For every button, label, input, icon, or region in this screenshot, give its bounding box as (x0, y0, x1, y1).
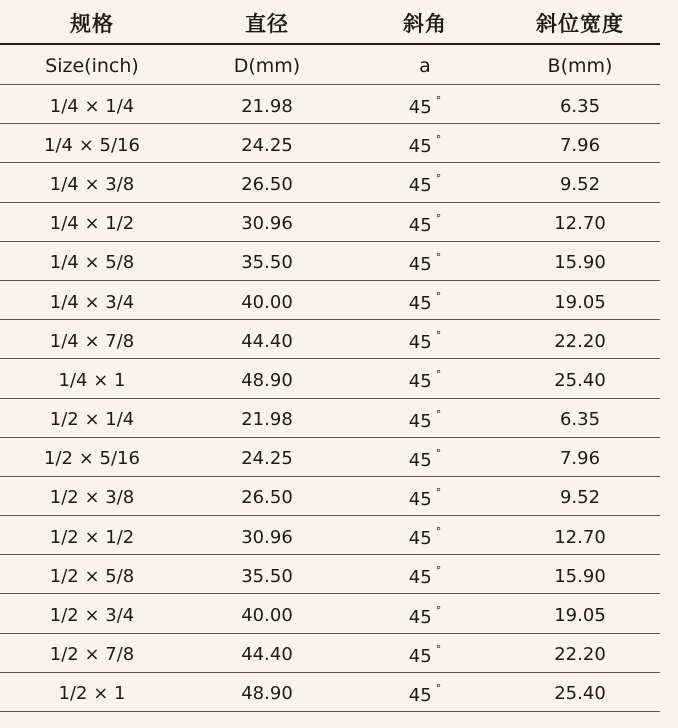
unit-size: Size(inch) (45, 54, 139, 77)
degree-symbol: ° (435, 211, 442, 225)
table-row (0, 242, 660, 281)
cell-angle (350, 212, 500, 236)
cell-bevel-width: 19.05 (554, 605, 606, 627)
cell-angle (350, 133, 500, 157)
cell-size: 1/4 × 3/4 (49, 291, 135, 313)
cell-diameter: 24.25 (241, 134, 293, 156)
cell-bevel-width: 12.70 (554, 526, 606, 548)
cell-diameter: 30.96 (241, 213, 293, 235)
cell-diameter: 21.98 (241, 95, 293, 117)
cell-diameter: 44.40 (241, 330, 293, 352)
degree-symbol: ° (435, 250, 442, 264)
unit-bevel-width: B(mm) (547, 54, 613, 77)
degree-symbol: ° (435, 133, 442, 147)
angle-value: 45 (408, 488, 432, 510)
header-angle: 斜角 (403, 11, 447, 36)
cell-diameter: 40.00 (241, 291, 293, 313)
cell-size: 1/2 × 1/2 (49, 526, 135, 548)
cell-diameter: 21.98 (241, 409, 293, 431)
table-row (0, 124, 660, 163)
header-size: 规格 (70, 11, 114, 36)
cell-diameter: 44.40 (241, 644, 293, 666)
table-row (0, 673, 660, 712)
table-row (0, 477, 660, 516)
angle-value: 45 (408, 645, 432, 667)
cell-angle (350, 525, 500, 549)
angle-value: 45 (408, 410, 432, 432)
cell-angle (350, 368, 500, 392)
cell-bevel-width: 19.05 (554, 291, 606, 313)
angle-value: 45 (408, 136, 432, 158)
degree-symbol: ° (435, 172, 442, 186)
degree-symbol: ° (435, 681, 442, 695)
cell-bevel-width: 6.35 (559, 409, 601, 431)
cell-angle (350, 408, 500, 432)
cell-bevel-width: 22.20 (554, 330, 606, 352)
angle-value: 45 (408, 97, 432, 119)
cell-size: 1/2 × 1/4 (49, 409, 135, 431)
cell-size: 1/2 × 3/8 (49, 487, 135, 509)
cell-angle (350, 643, 500, 667)
angle-value: 45 (408, 449, 432, 471)
cell-angle (350, 604, 500, 628)
table-body (0, 85, 660, 712)
angle-value: 45 (408, 567, 432, 589)
cell-diameter: 35.50 (241, 565, 293, 587)
cell-size: 1/4 × 1 (58, 369, 126, 391)
cell-bevel-width: 12.70 (554, 213, 606, 235)
cell-size: 1/4 × 5/16 (44, 134, 140, 156)
cell-diameter: 24.25 (241, 448, 293, 470)
table-unit-row (0, 45, 660, 85)
cell-size: 1/4 × 1/2 (49, 213, 135, 235)
cell-size: 1/2 × 1 (58, 683, 126, 705)
cell-bevel-width: 15.90 (554, 252, 606, 274)
cell-size: 1/2 × 5/16 (44, 448, 140, 470)
table-row (0, 320, 660, 359)
cell-angle (350, 94, 500, 118)
cell-angle (350, 564, 500, 588)
table-row (0, 85, 660, 124)
cell-bevel-width: 25.40 (554, 369, 606, 391)
cell-diameter: 48.90 (241, 683, 293, 705)
cell-bevel-width: 25.40 (554, 683, 606, 705)
table-row (0, 555, 660, 594)
degree-symbol: ° (435, 290, 442, 304)
cell-diameter: 35.50 (241, 252, 293, 274)
cell-diameter: 30.96 (241, 526, 293, 548)
cell-bevel-width: 9.52 (559, 173, 601, 195)
angle-value: 45 (408, 332, 432, 354)
cell-angle (350, 251, 500, 275)
cell-diameter: 26.50 (241, 173, 293, 195)
table-row (0, 281, 660, 320)
degree-symbol: ° (435, 329, 442, 343)
angle-value: 45 (408, 214, 432, 236)
angle-value: 45 (408, 293, 432, 315)
cell-size: 1/2 × 5/8 (49, 565, 135, 587)
table-row (0, 399, 660, 438)
cell-bevel-width: 9.52 (559, 487, 601, 509)
table-row (0, 359, 660, 398)
cell-diameter: 26.50 (241, 487, 293, 509)
degree-symbol: ° (435, 603, 442, 617)
degree-symbol: ° (435, 564, 442, 578)
table-title-row (0, 0, 660, 45)
cell-size: 1/2 × 3/4 (49, 605, 135, 627)
cell-angle (350, 682, 500, 706)
cell-size: 1/4 × 3/8 (49, 173, 135, 195)
cell-diameter: 48.90 (241, 369, 293, 391)
cell-bevel-width: 6.35 (559, 95, 601, 117)
cell-angle (350, 172, 500, 196)
angle-value: 45 (408, 606, 432, 628)
cell-size: 1/4 × 7/8 (49, 330, 135, 352)
degree-symbol: ° (435, 525, 442, 539)
cell-angle (350, 447, 500, 471)
cell-angle (350, 290, 500, 314)
degree-symbol: ° (435, 485, 442, 499)
table-row (0, 594, 660, 633)
cell-bevel-width: 7.96 (559, 134, 601, 156)
unit-diameter: D(mm) (233, 54, 301, 77)
cell-bevel-width: 7.96 (559, 448, 601, 470)
cell-angle (350, 486, 500, 510)
degree-symbol: ° (435, 407, 442, 421)
cell-angle (350, 329, 500, 353)
degree-symbol: ° (435, 446, 442, 460)
cell-bevel-width: 22.20 (554, 644, 606, 666)
table-row (0, 203, 660, 242)
table-row (0, 438, 660, 477)
angle-value: 45 (408, 175, 432, 197)
header-bevel-width: 斜位宽度 (536, 11, 624, 36)
cell-size: 1/4 × 5/8 (49, 252, 135, 274)
degree-symbol: ° (435, 94, 442, 108)
angle-value: 45 (408, 684, 432, 706)
table-row (0, 634, 660, 673)
cell-size: 1/2 × 7/8 (49, 644, 135, 666)
table-row (0, 516, 660, 555)
degree-symbol: ° (435, 642, 442, 656)
cell-bevel-width: 15.90 (554, 565, 606, 587)
unit-angle: a (419, 54, 431, 77)
angle-value: 45 (408, 528, 432, 550)
table-row (0, 163, 660, 202)
cell-size: 1/4 × 1/4 (49, 95, 135, 117)
angle-value: 45 (408, 371, 432, 393)
cell-diameter: 40.00 (241, 605, 293, 627)
angle-value: 45 (408, 253, 432, 275)
degree-symbol: ° (435, 368, 442, 382)
header-diameter: 直径 (245, 11, 289, 36)
